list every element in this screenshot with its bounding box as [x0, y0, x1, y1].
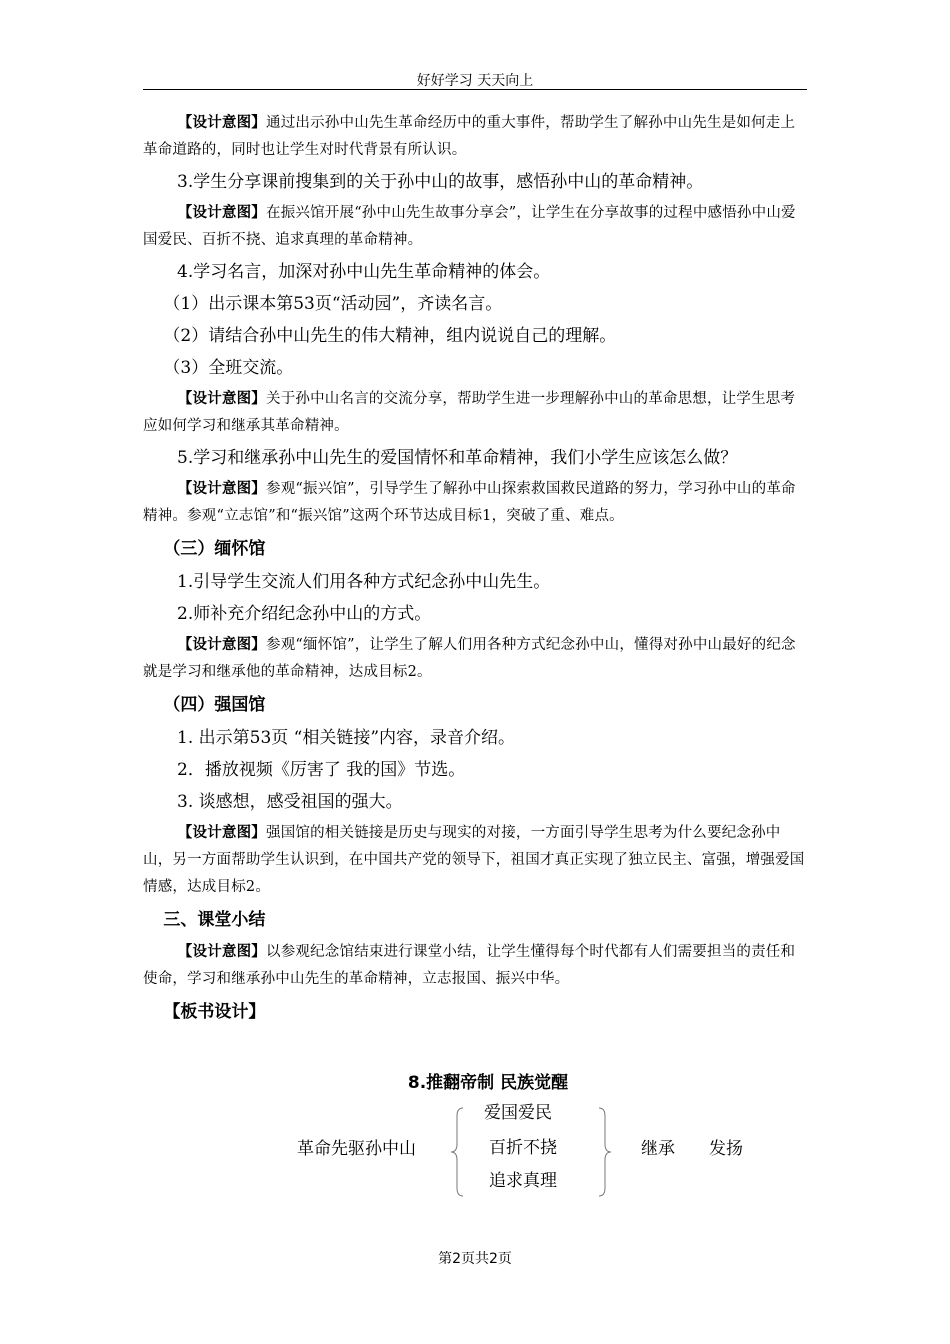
step-4-3: （3）全班交流。	[163, 358, 294, 378]
header-rule	[143, 89, 807, 90]
board-title: 8.推翻帝制 民族觉醒	[407, 1073, 569, 1093]
intent-tag: 【设计意图】	[177, 944, 266, 960]
design-intent-5: 【设计意图】参观“缅怀馆”，让学生了解人们用各种方式纪念孙中山，懂得对孙中山最好的纪念就是学习和继承他的革命精神，达成目标2。	[143, 637, 796, 680]
memorial-step-1: 1.引导学生交流人们用各种方式纪念孙中山先生。	[177, 572, 551, 592]
design-intent-6: 【设计意图】强国馆的相关链接是历史与现实的对接，一方面引导学生思考为什么要纪念孙中山，另一方面帮助学生认识到，在中国共产党的领导下，祖国才真正实现了独立民主、富强，增强爱国情感，达成目标2。	[143, 825, 805, 895]
section-heading-4: （四）强国馆	[163, 695, 266, 715]
design-intent-2: 【设计意图】在振兴馆开展“孙中山先生故事分享会”，让学生在分享故事的过程中感悟孙中山爱国爱民、百折不挠、追求真理的革命精神。	[143, 205, 796, 248]
strong-step-1: 1. 出示第53页 “相关链接”内容，录音介绍。	[177, 728, 516, 748]
design-intent-3: 【设计意图】关于孙中山名言的交流分享，帮助学生进一步理解孙中山的革命思想，让学生思考应如何学习和继承其革命精神。	[143, 391, 796, 434]
right-brace	[597, 1106, 619, 1198]
intent-tag: 【设计意图】	[177, 391, 266, 407]
step-4-1: （1）出示课本第53页“活动园”，齐读名言。	[163, 294, 503, 314]
step-5: 5.学习和继承孙中山先生的爱国情怀和革命精神，我们小学生应该怎么做？	[177, 448, 738, 468]
board-design	[143, 1068, 807, 1208]
document-body	[143, 108, 807, 1029]
intent-tag: 【设计意图】	[177, 481, 266, 497]
left-brace	[443, 1106, 465, 1198]
page-footer: 第2页共2页	[438, 1251, 512, 1267]
board-right-inherit: 继承	[641, 1139, 675, 1159]
design-intent-1: 【设计意图】通过出示孙中山先生革命经历中的重大事件，帮助学生了解孙中山先生是如何走上革命道路的，同时也让学生对时代背景有所认识。	[143, 115, 796, 158]
board-item-3: 追求真理	[489, 1171, 557, 1191]
board-left-label: 革命先驱孙中山	[297, 1139, 416, 1159]
design-intent-4: 【设计意图】参观“振兴馆”，引导学生了解孙中山探索救国救民道路的努力，学习孙中山的革命精神。参观“立志馆”和“振兴馆”这两个环节达成目标1，突破了重、难点。	[143, 481, 796, 524]
page-header: 好好学习 天天向上	[416, 73, 534, 89]
step-4-2: （2）请结合孙中山先生的伟大精神，组内说说自己的理解。	[163, 326, 617, 346]
memorial-step-2: 2.师补充介绍纪念孙中山的方式。	[177, 604, 432, 624]
intent-tag: 【设计意图】	[177, 205, 266, 221]
board-right-promote: 发扬	[709, 1139, 743, 1159]
step-4: 4.学习名言，加深对孙中山先生革命精神的体会。	[177, 262, 551, 282]
intent-tag: 【设计意图】	[177, 115, 266, 131]
board-design-heading: 【板书设计】	[163, 1002, 266, 1022]
board-item-2: 百折不挠	[489, 1138, 557, 1158]
intent-tag: 【设计意图】	[177, 637, 266, 653]
step-3: 3.学生分享课前搜集到的关于孙中山的故事，感悟孙中山的革命精神。	[177, 172, 704, 192]
summary-heading: 三、课堂小结	[163, 910, 266, 930]
board-item-1: 爱国爱民	[484, 1103, 552, 1123]
design-intent-7: 【设计意图】以参观纪念馆结束进行课堂小结，让学生懂得每个时代都有人们需要担当的责任和使命，学习和继承孙中山先生的革命精神，立志报国、振兴中华。	[143, 944, 796, 987]
strong-step-2: 2．播放视频《厉害了 我的国》节选。	[177, 760, 466, 780]
intent-tag: 【设计意图】	[177, 825, 266, 841]
section-heading-3: （三）缅怀馆	[163, 539, 266, 559]
strong-step-3: 3. 谈感想，感受祖国的强大。	[177, 792, 403, 812]
